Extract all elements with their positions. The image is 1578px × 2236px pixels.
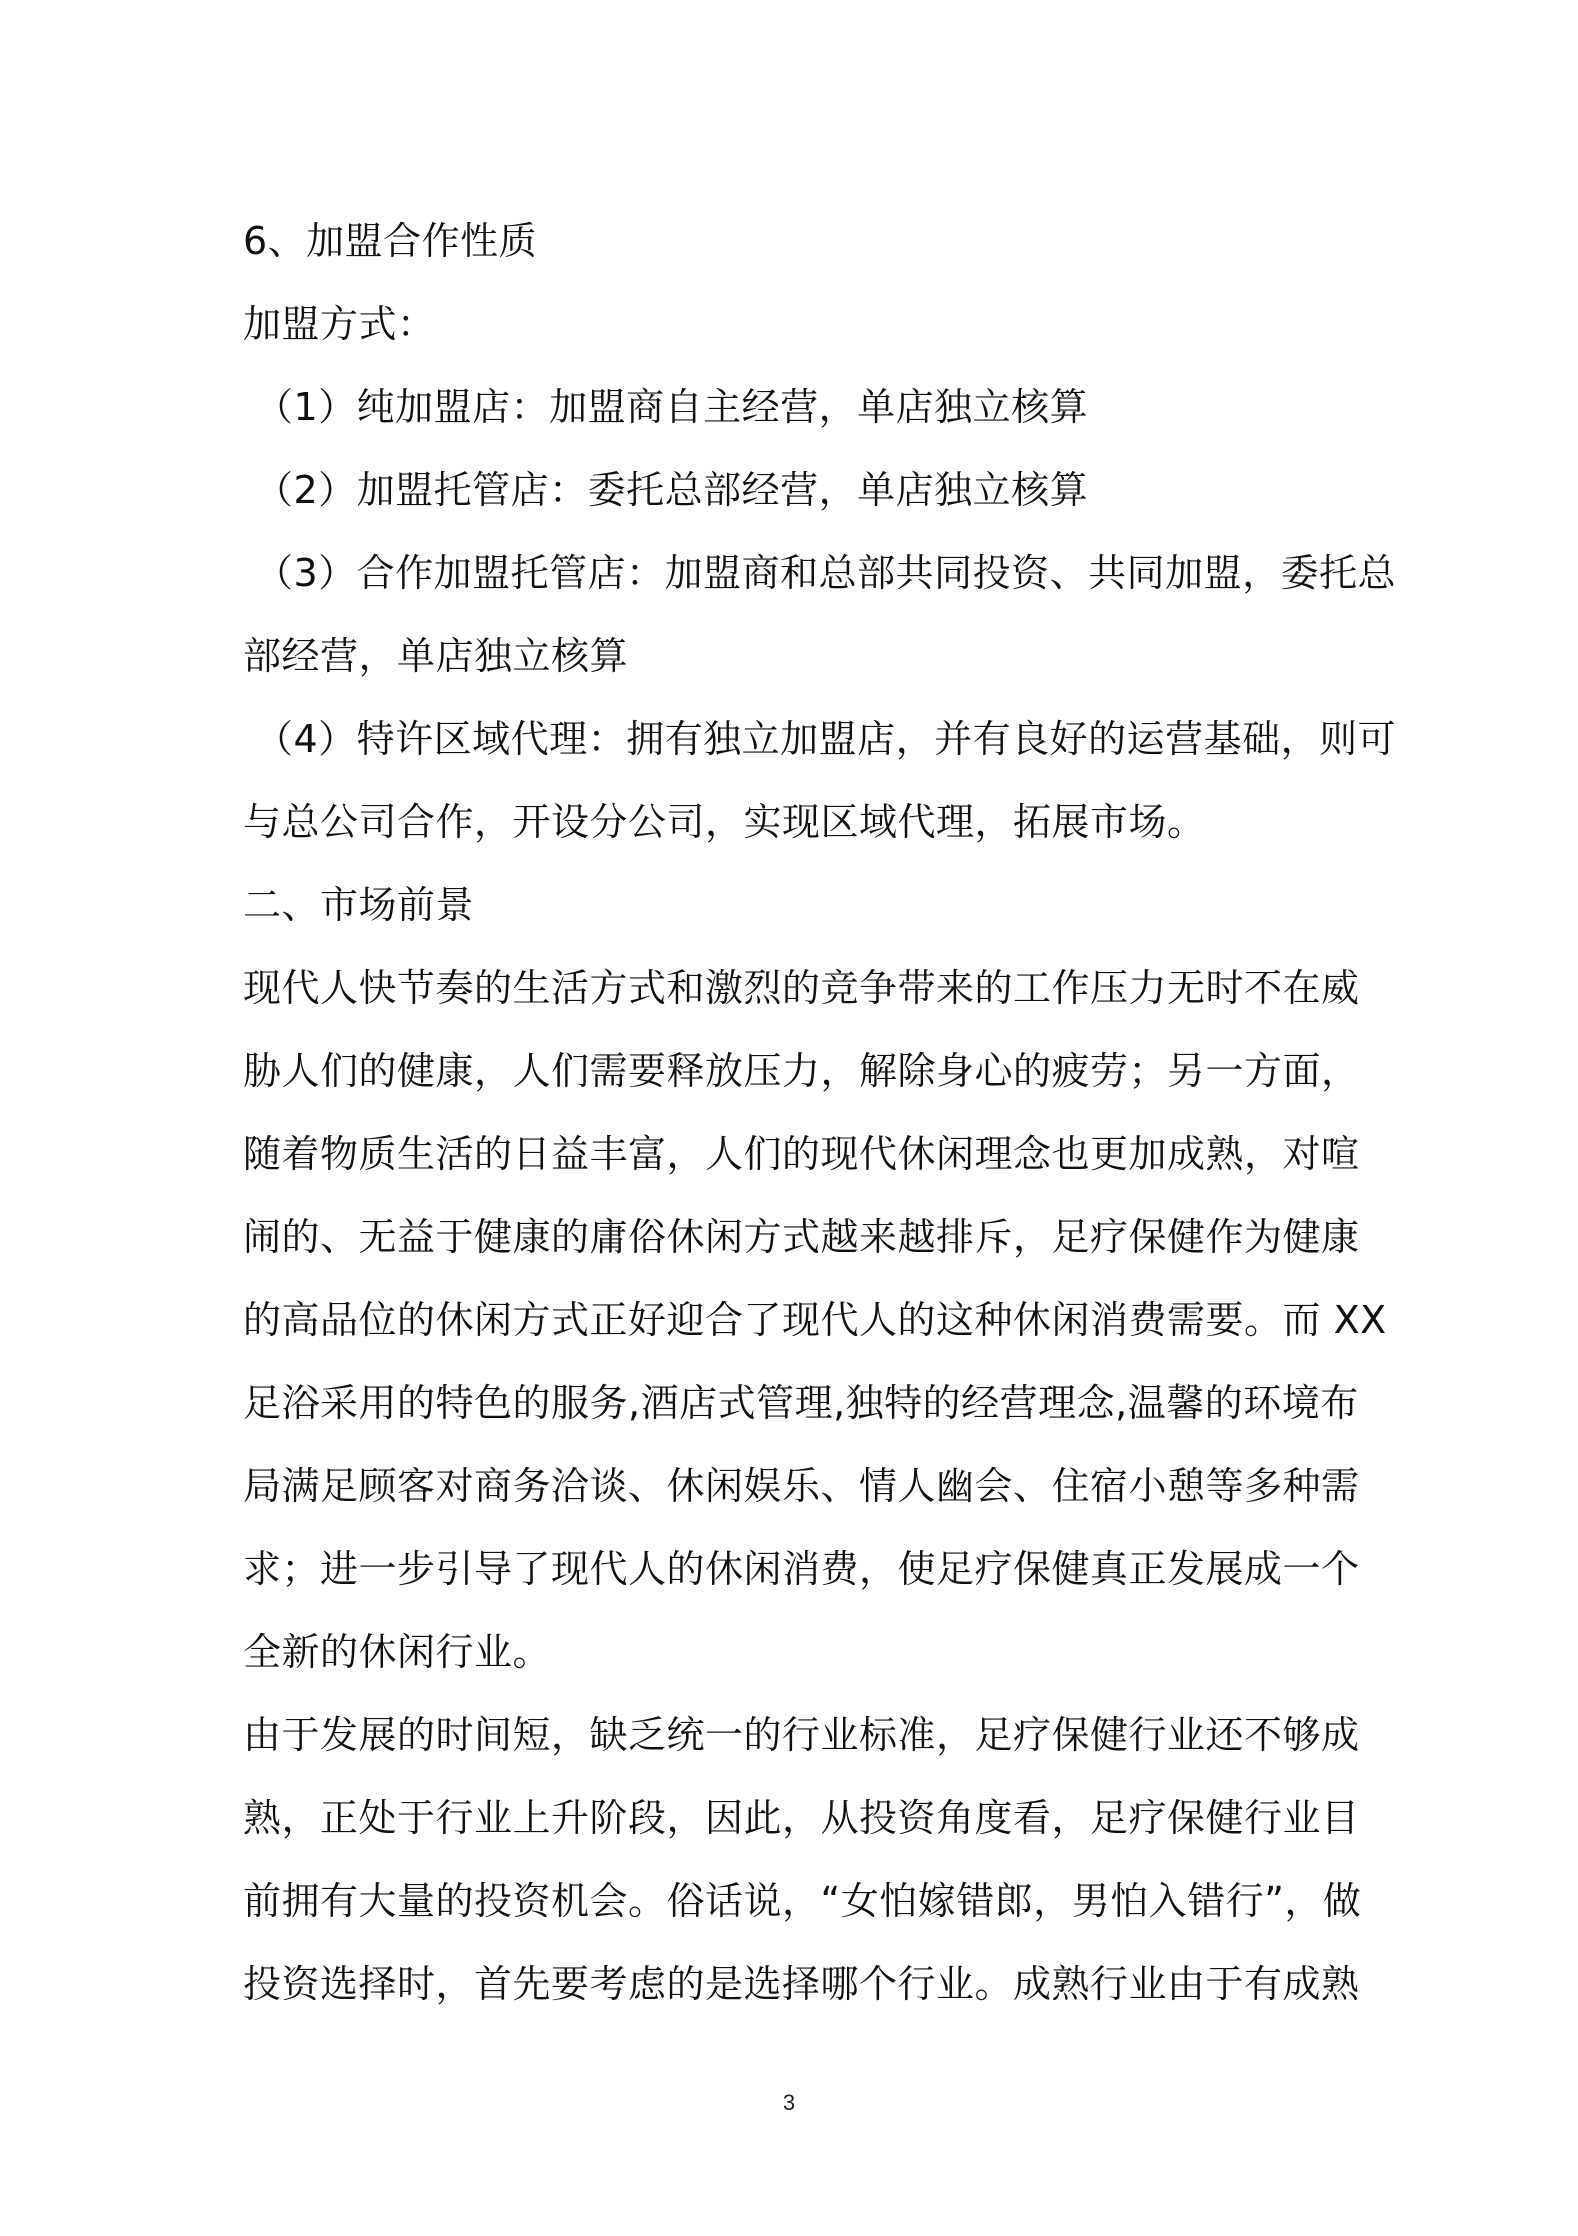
paragraph-line: 足浴采用的特色的服务,酒店式管理,独特的经营理念,温馨的环境布	[243, 1381, 1359, 1425]
page-number: 3	[782, 2090, 796, 2115]
list-item-continuation: 与总公司合作，开设分公司，实现区域代理，拓展市场。	[243, 800, 1206, 844]
list-item-continuation: 部经营，单店独立核算	[243, 634, 629, 678]
paragraph-line: 局满足顾客对商务洽谈、休闲娱乐、情人幽会、住宿小憩等多种需	[243, 1464, 1360, 1508]
paragraph-line: 前拥有大量的投资机会。俗话说，“女怕嫁错郎，男怕入错行”，做	[243, 1879, 1362, 1923]
paragraph-line: 随着物质生活的日益丰富，人们的现代休闲理念也更加成熟，对喧	[243, 1132, 1360, 1176]
paragraph-line: 加盟方式：	[243, 302, 436, 346]
list-item-line: （2）加盟托管店：委托总部经营，单店独立核算	[255, 468, 1089, 512]
paragraph-line: 投资选择时，首先要考虑的是选择哪个行业。成熟行业由于有成熟	[243, 1962, 1360, 2006]
paragraph-line: 现代人快节奏的生活方式和激烈的竞争带来的工作压力无时不在威	[243, 966, 1360, 1010]
paragraph-line: 求；进一步引导了现代人的休闲消费，使足疗保健真正发展成一个	[243, 1547, 1360, 1591]
section-heading-franchise-nature: 6、加盟合作性质	[243, 219, 538, 263]
document-body	[243, 200, 1397, 2026]
paragraph-line: 熟，正处于行业上升阶段，因此，从投资角度看，足疗保健行业目	[243, 1796, 1360, 1840]
paragraph-line: 全新的休闲行业。	[243, 1630, 552, 1674]
section-heading-market-outlook: 二、市场前景	[243, 883, 475, 927]
paragraph-line: 由于发展的时间短，缺乏统一的行业标准，足疗保健行业还不够成	[243, 1713, 1360, 1757]
paragraph-line: 的高品位的休闲方式正好迎合了现代人的这种休闲消费需要。而 XX	[243, 1298, 1387, 1342]
list-item-line: （1）纯加盟店：加盟商自主经营，单店独立核算	[255, 385, 1089, 429]
paragraph-line: 胁人们的健康，人们需要释放压力，解除身心的疲劳；另一方面，	[243, 1049, 1360, 1093]
list-item-line: （3）合作加盟托管店：加盟商和总部共同投资、共同加盟，委托总	[255, 551, 1397, 595]
list-item-line: （4）特许区域代理：拥有独立加盟店，并有良好的运营基础，则可	[255, 717, 1397, 761]
paragraph-line: 闹的、无益于健康的庸俗休闲方式越来越排斥，足疗保健作为健康	[243, 1215, 1360, 1259]
